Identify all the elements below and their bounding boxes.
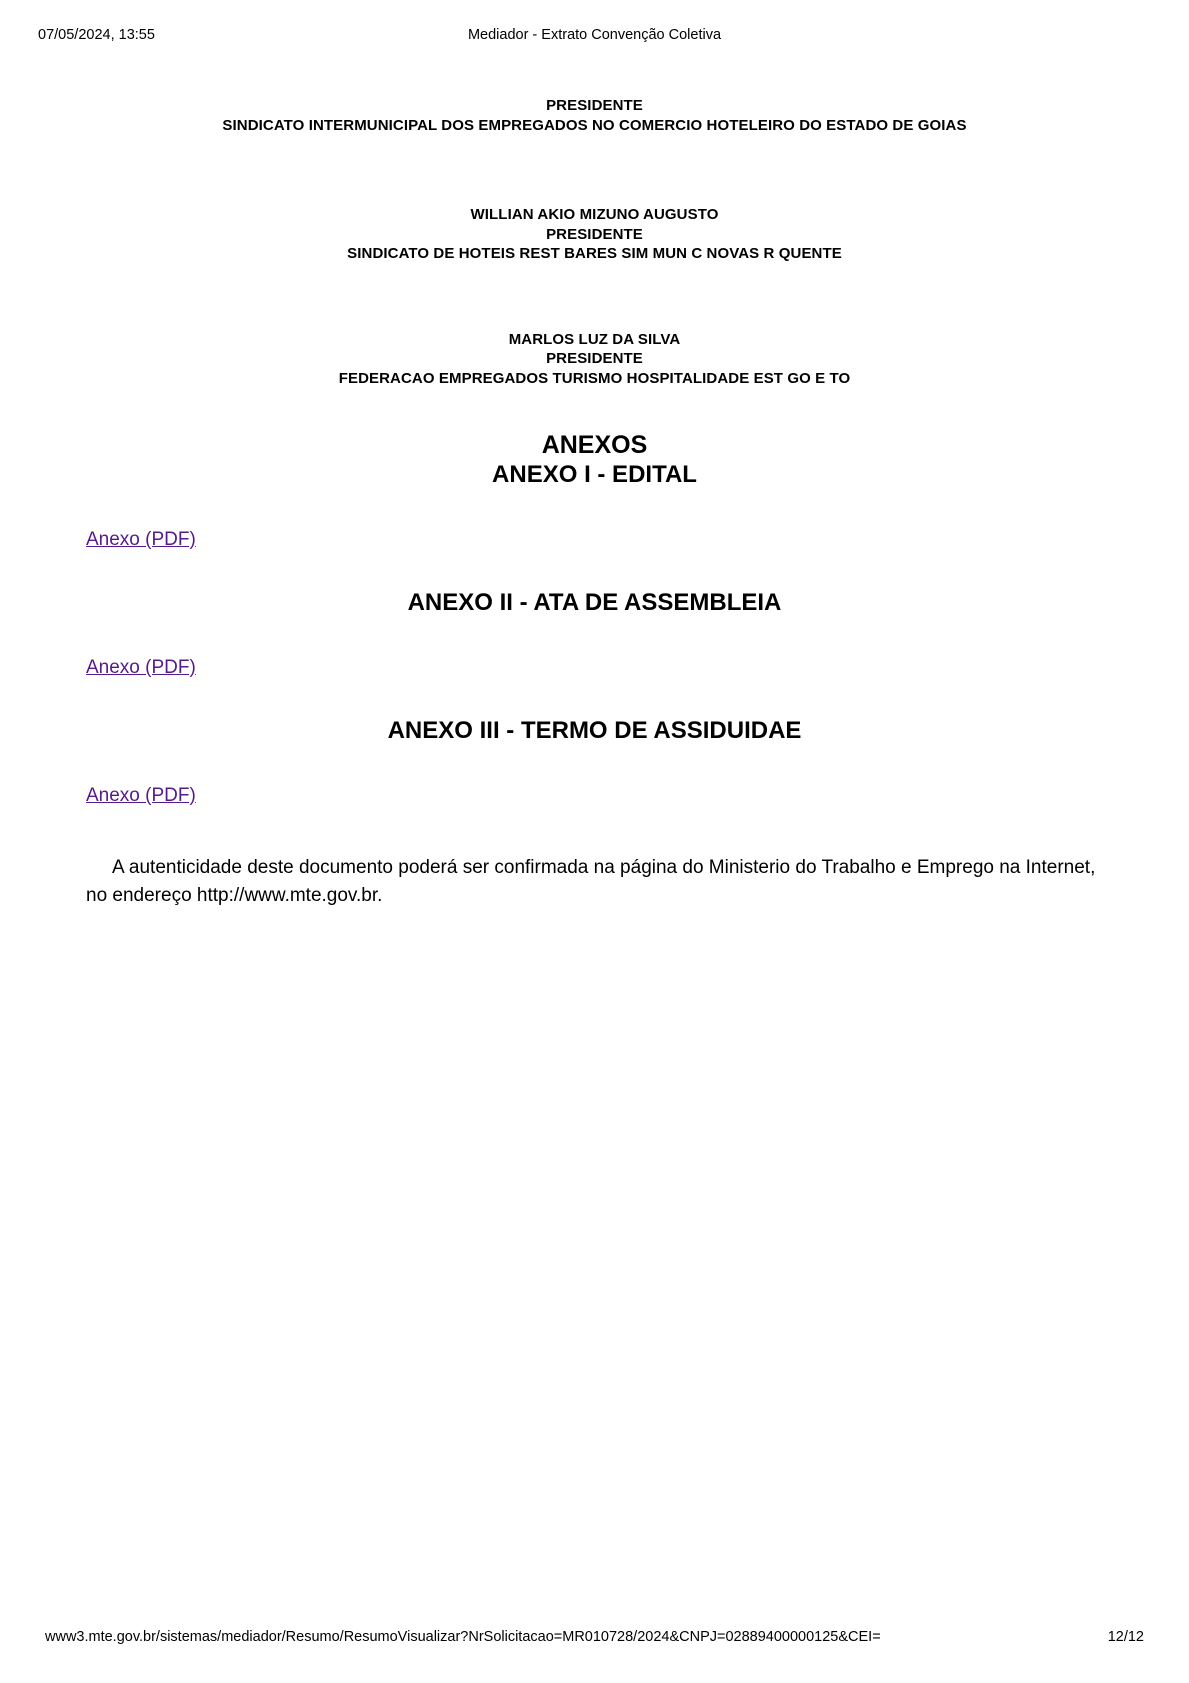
- signature-line: PRESIDENTE: [546, 97, 643, 114]
- signature-line: FEDERACAO EMPREGADOS TURISMO HOSPITALIDADE EST GO E TO: [338, 369, 851, 387]
- spacer: [86, 264, 1103, 330]
- anexo-1-heading: ANEXO I - EDITAL: [492, 461, 697, 488]
- page-footer: [0, 1627, 1189, 1647]
- signature-line: SINDICATO DE HOTEIS REST BARES SIM MUN C NOVAS R QUENTE: [347, 245, 842, 262]
- anexo-3-pdf-link[interactable]: Anexo (PDF): [86, 785, 196, 806]
- anexo-1-link-row: [86, 528, 1103, 552]
- signature-block-3: [86, 330, 1103, 389]
- anexo-3-heading: ANEXO III - TERMO DE ASSIDUIDAE: [387, 717, 802, 744]
- header-date: 07/05/2024, 13:55: [38, 27, 155, 43]
- authenticity-notice: A autenticidade deste documento poderá ser confirmada na página do Ministerio do Trabalho e Emprego na Internet, no endereço http://www.mte.gov.br.: [86, 857, 1096, 906]
- signature-line: SINDICATO INTERMUNICIPAL DOS EMPREGADOS NO COMERCIO HOTELEIRO DO ESTADO DE GOIAS: [222, 116, 967, 134]
- anexos-section-title: ANEXOS: [541, 431, 648, 459]
- anexo-3-link-row: [86, 784, 1103, 808]
- signature-line: MARLOS LUZ DA SILVA: [508, 330, 681, 348]
- spacer: [86, 135, 1103, 205]
- footer-page-number: 12/12: [1107, 1629, 1144, 1645]
- signature-block-2: [86, 205, 1103, 264]
- anexo-2-heading: ANEXO II - ATA DE ASSEMBLEIA: [407, 589, 782, 616]
- signature-line: WILLIAN AKIO MIZUNO AUGUSTO: [470, 206, 719, 223]
- footer-source-url: www3.mte.gov.br/sistemas/mediador/Resumo/ResumoVisualizar?NrSolicitacao=MR010728/2024&CNPJ=02889400000125&CEI=: [45, 1629, 881, 1645]
- spacer: [86, 680, 1103, 716]
- document-body: [86, 96, 1103, 929]
- anexo-2-pdf-link[interactable]: Anexo (PDF): [86, 657, 196, 678]
- spacer: [86, 552, 1103, 588]
- header-title: Mediador - Extrato Convenção Coletiva: [467, 27, 722, 43]
- signature-line: PRESIDENTE: [546, 350, 643, 367]
- anexo-1-pdf-link[interactable]: Anexo (PDF): [86, 529, 196, 550]
- anexo-2-link-row: [86, 656, 1103, 680]
- page-header: [0, 26, 1189, 44]
- signature-line: PRESIDENTE: [546, 225, 643, 243]
- signature-block-1: [86, 96, 1103, 135]
